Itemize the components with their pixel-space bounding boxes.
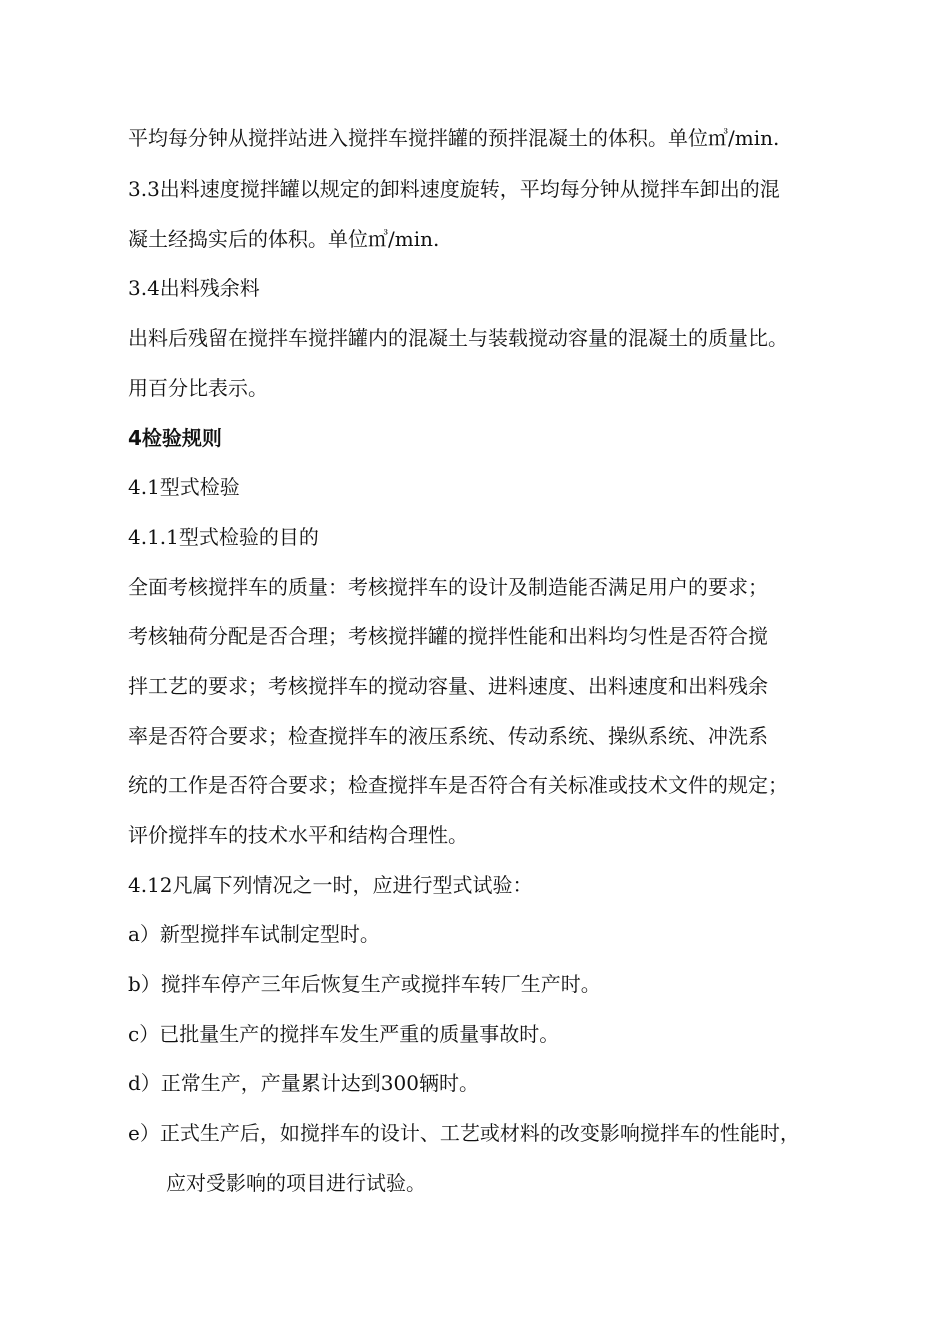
paragraph-line: 率是否符合要求；检查搅拌车的液压系统、传动系统、操纵系统、冲洗系: [128, 724, 768, 748]
paragraph-line: 考核轴荷分配是否合理；考核搅拌罐的搅拌性能和出料均匀性是否符合搅: [128, 624, 768, 648]
section-title: 3.4出料残余料: [128, 276, 260, 300]
paragraph-line: 拌工艺的要求；考核搅拌车的搅动容量、进料速度、出料速度和出料残余: [128, 674, 768, 698]
list-item: e）正式生产后，如搅拌车的设计、工艺或材料的改变影响搅拌车的性能时，: [128, 1121, 800, 1145]
list-item-continuation: 应对受影响的项目进行试验。: [166, 1171, 426, 1195]
section-title: 4.1.1型式检验的目的: [128, 525, 319, 549]
paragraph-line: 全面考核搅拌车的质量：考核搅拌车的设计及制造能否满足用户的要求；: [128, 575, 768, 599]
chapter-heading: 4检验规则: [128, 426, 222, 450]
list-item: b）搅拌车停产三年后恢复生产或搅拌车转厂生产时。: [128, 972, 601, 996]
section-title: 4.12凡属下列情况之一时，应进行型式试验：: [128, 873, 533, 897]
paragraph-line: 评价搅拌车的技术水平和结构合理性。: [128, 823, 468, 847]
paragraph-line: 凝土经捣实后的体积。单位㎥/min.: [128, 227, 440, 251]
paragraph-line: 3.3出料速度搅拌罐以规定的卸料速度旋转，平均每分钟从搅拌车卸出的混: [128, 177, 780, 201]
list-item: a）新型搅拌车试制定型时。: [128, 922, 380, 946]
list-item: c）已批量生产的搅拌车发生严重的质量事故时。: [128, 1022, 560, 1046]
list-item: d）正常生产，产量累计达到300辆时。: [128, 1071, 479, 1095]
section-title: 4.1型式检验: [128, 475, 240, 499]
paragraph-line: 统的工作是否符合要求；检查搅拌车是否符合有关标准或技术文件的规定；: [128, 773, 788, 797]
paragraph-line: 出料后残留在搅拌车搅拌罐内的混凝土与装载搅动容量的混凝土的质量比。: [128, 326, 788, 350]
paragraph-line: 平均每分钟从搅拌站进入搅拌车搅拌罐的预拌混凝土的体积。单位㎥/min.: [128, 126, 780, 150]
paragraph-line: 用百分比表示。: [128, 376, 268, 400]
